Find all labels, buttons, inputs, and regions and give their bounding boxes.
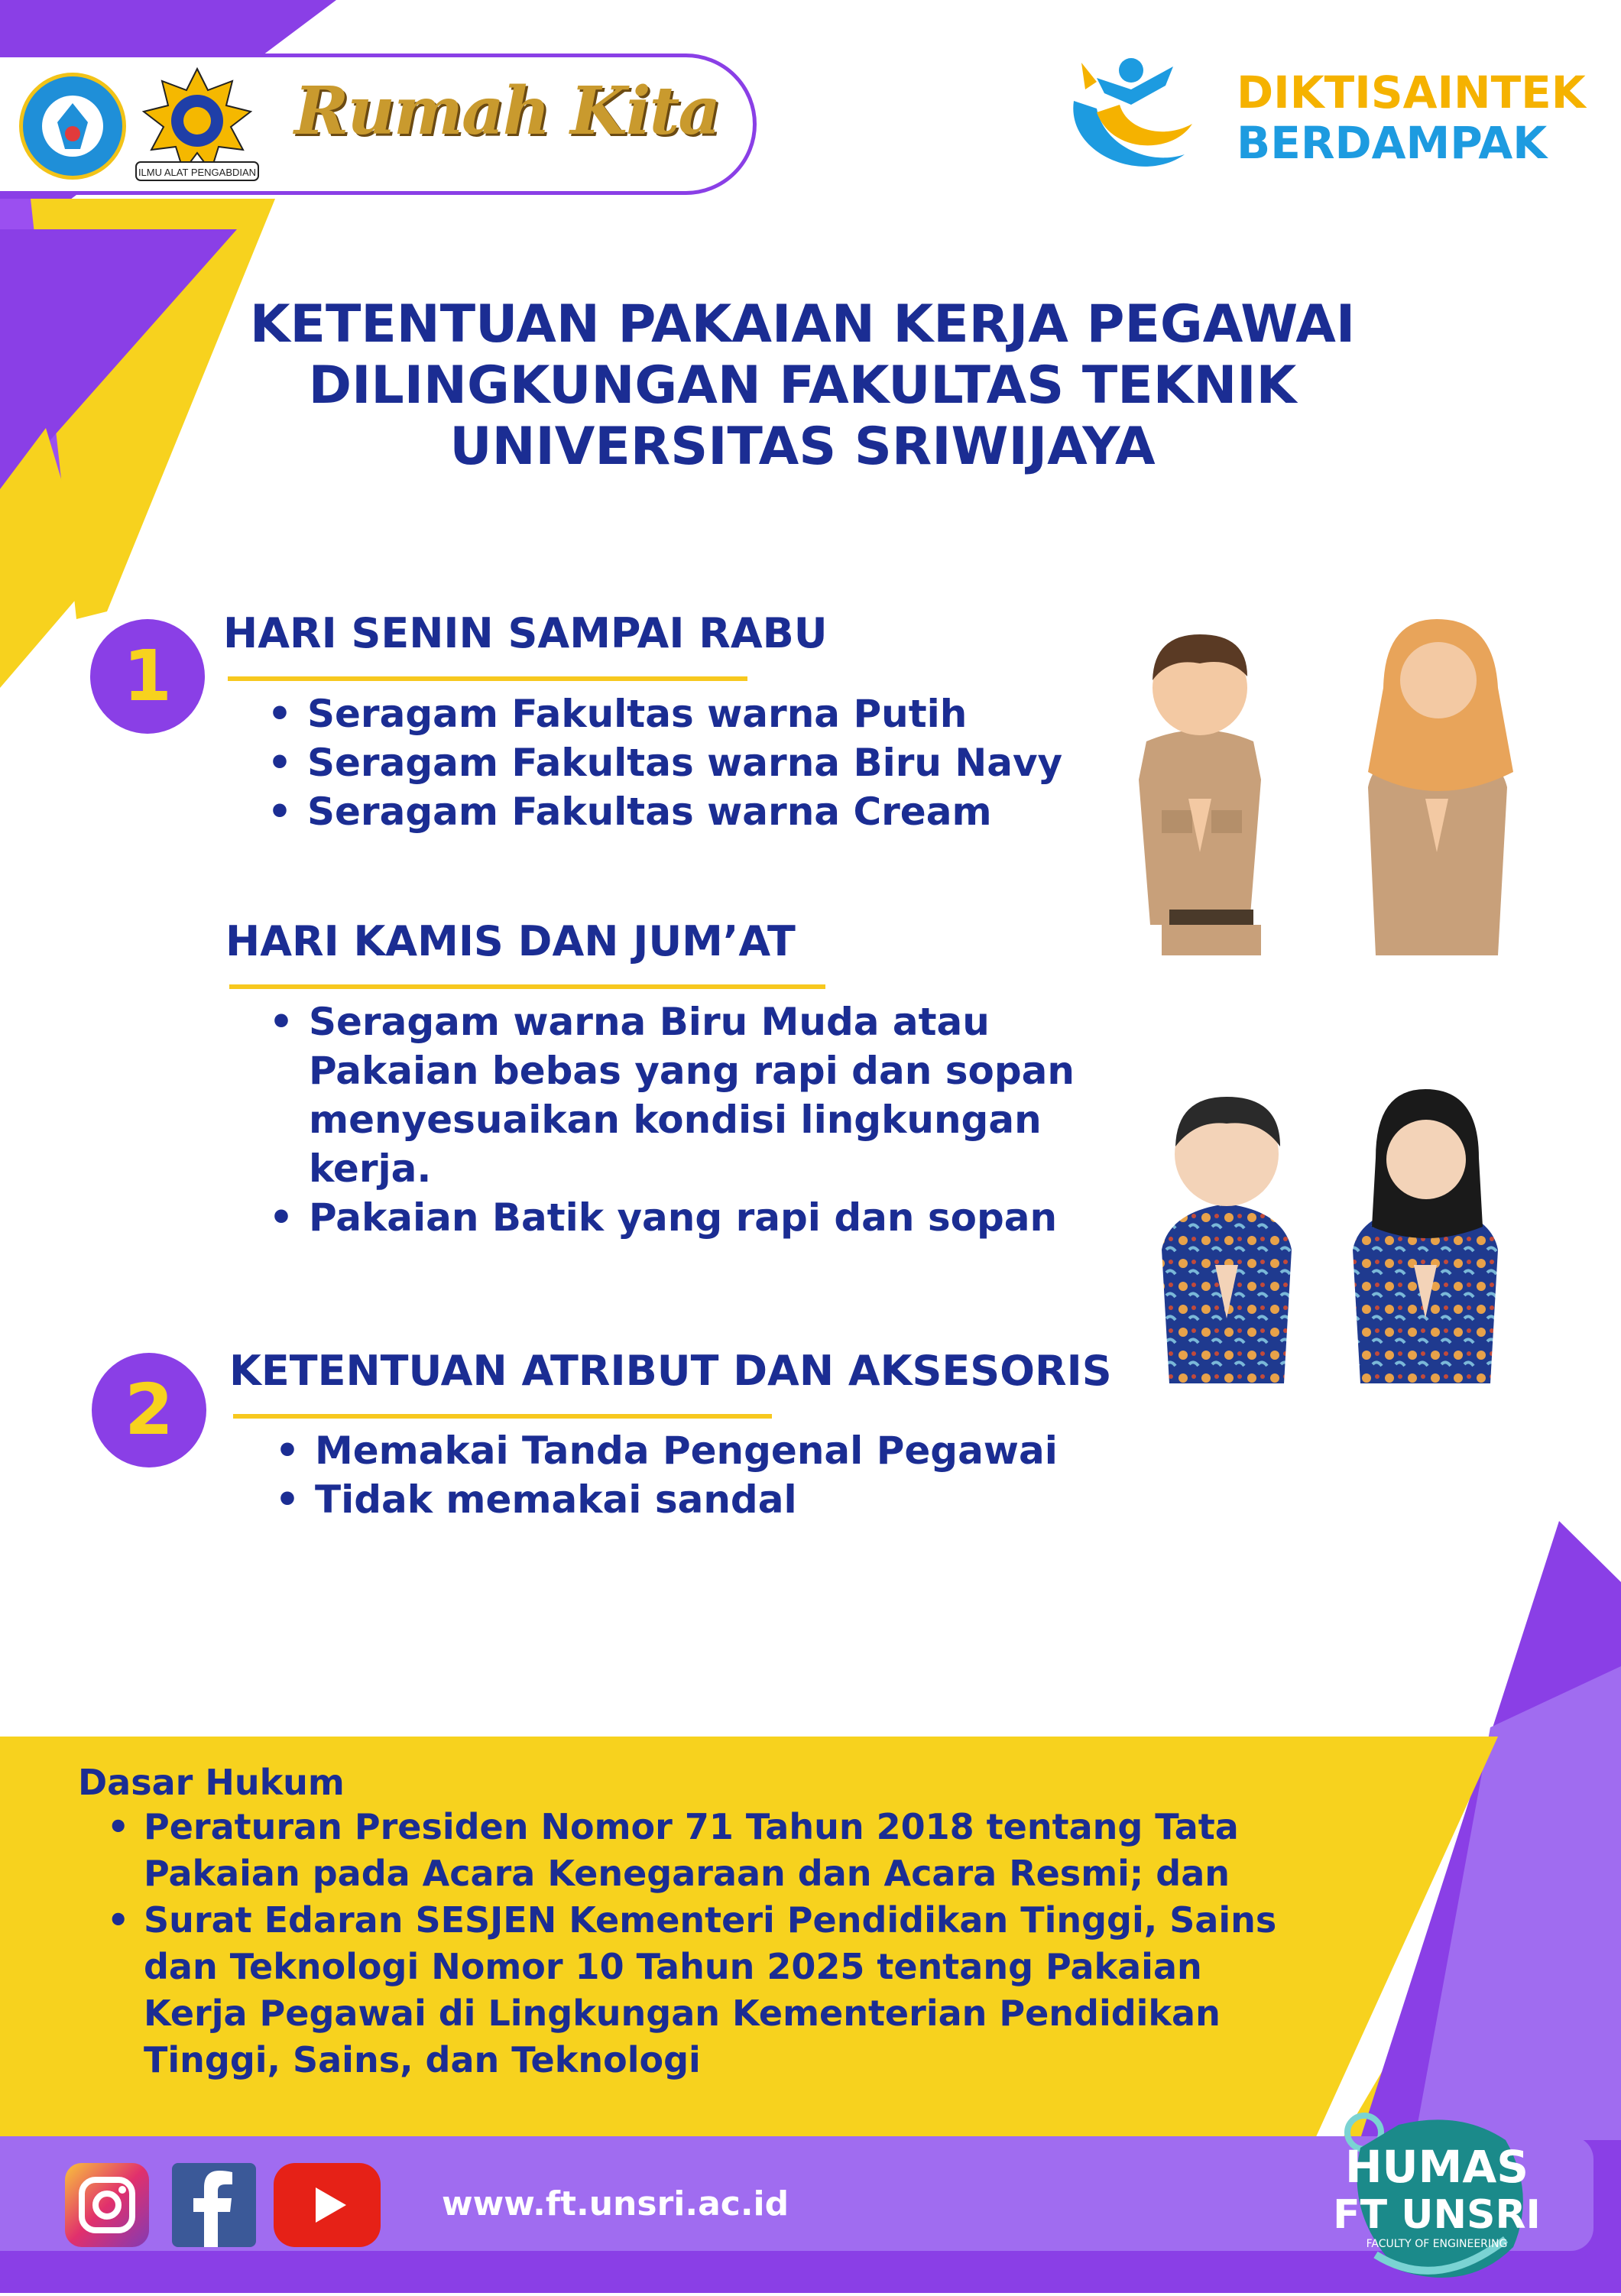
heading-underline (229, 984, 825, 989)
kemendikbud-logo (19, 73, 126, 180)
facebook-icon[interactable] (172, 2163, 256, 2247)
list-mon-wed (267, 689, 1108, 836)
list-item: • Pakaian Batik yang rapi dan sopan (269, 1193, 1087, 1242)
batik-staff-illustration (1154, 1074, 1513, 1395)
youtube-icon[interactable] (274, 2163, 381, 2247)
dikti-line2: BERDAMPAK (1237, 117, 1548, 169)
list-attributes (275, 1426, 1116, 1524)
list-item: • Peraturan Presiden Nomor 71 Tahun 2018 tentang Tata Pakaian pada Acara Kenegaraan dan Acara Resmi; dan (107, 1804, 1299, 1897)
unsri-logo (128, 67, 266, 183)
rumah-kita-logo: Rumah Kita (294, 73, 720, 150)
section-number-2: 2 (92, 1353, 206, 1467)
section-number-1: 1 (90, 619, 205, 734)
humas-ft-unsri-logo (1330, 2102, 1544, 2293)
title-line1: KETENTUAN PAKAIAN KERJA PEGAWAI (249, 294, 1356, 355)
heading-underline (233, 1414, 772, 1419)
list-item: • Surat Edaran SESJEN Kementeri Pendidikan Tinggi, Sains dan Teknologi Nomor 10 Tahun 2025 tentang Pakaian Kerja Pegawai di Lingkungan Kementerian Pendidikan Tinggi, Sains, dan Teknologi (107, 1897, 1299, 2084)
instagram-icon[interactable] (65, 2163, 149, 2247)
list-item: • Seragam warna Biru Muda atau Pakaian bebas yang rapi dan sopan menyesuaikan kondisi lingkungan kerja. (269, 997, 1087, 1193)
page-title (176, 294, 1429, 478)
heading-underline (228, 676, 747, 681)
title-line2: DILINGKUNGAN FAKULTAS TEKNIK (308, 355, 1297, 416)
list-item: • Seragam Fakultas warna Putih (267, 689, 1108, 738)
list-thu-fri (269, 997, 1087, 1242)
list-item: • Memakai Tanda Pengenal Pegawai (275, 1426, 1116, 1475)
list-item: • Seragam Fakultas warna Biru Navy (267, 738, 1108, 787)
dikti-line1: DIKTISAINTEK (1237, 66, 1586, 118)
legal-basis-title: Dasar Hukum (78, 1762, 345, 1803)
uniform-staff-illustration (1116, 604, 1559, 955)
heading-attributes: KETENTUAN ATRIBUT DAN AKSESORIS (229, 1347, 1112, 1395)
diktisaintek-wordmark (1237, 67, 1586, 168)
list-item: • Seragam Fakultas warna Cream (267, 787, 1108, 836)
title-line3: UNIVERSITAS SRIWIJAYA (449, 417, 1156, 477)
list-item: • Tidak memakai sandal (275, 1475, 1116, 1524)
humas-line1: HUMAS (1344, 2141, 1529, 2193)
diktisaintek-logo (1051, 40, 1204, 193)
website-link[interactable]: www.ft.unsri.ac.id (442, 2184, 789, 2223)
humas-line2: FT UNSRI (1333, 2192, 1541, 2238)
heading-thu-fri: HARI KAMIS DAN JUM’AT (225, 917, 796, 965)
humas-line3: FACULTY OF ENGINEERING (1366, 2238, 1508, 2250)
legal-basis-list (107, 1804, 1299, 2084)
svg-text:ILMU ALAT PENGABDIAN: ILMU ALAT PENGABDIAN (138, 167, 257, 178)
heading-mon-wed: HARI SENIN SAMPAI RABU (223, 609, 828, 657)
